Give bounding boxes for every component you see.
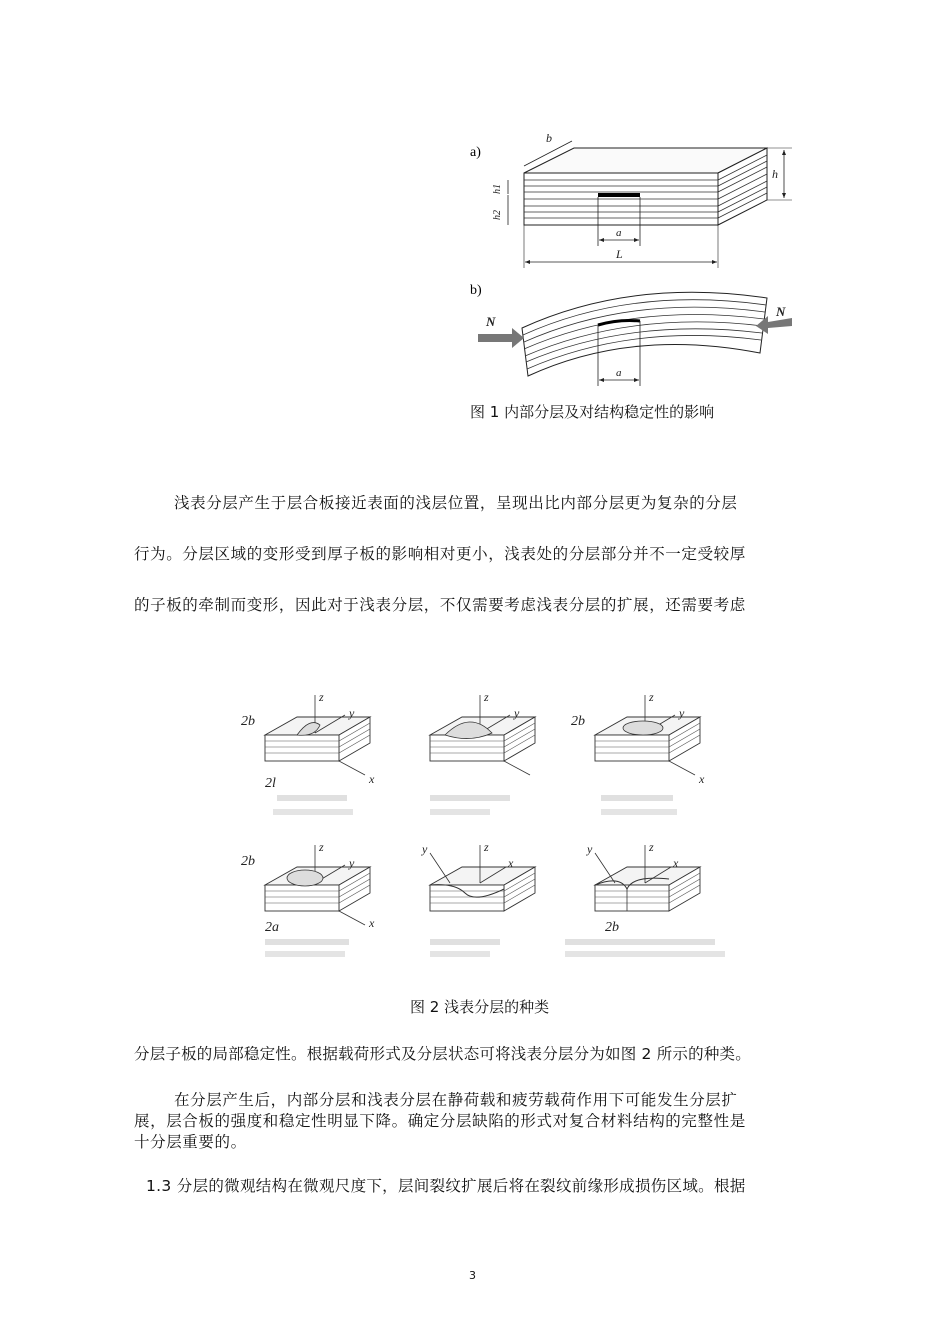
panel-6-z-label: z — [649, 840, 654, 854]
front-laminae — [524, 180, 718, 218]
panel-3-z-label: z — [649, 690, 654, 704]
panel-6-y-label: y — [587, 842, 593, 856]
paragraph-3-line-3: 十分层重要的。 — [134, 1133, 247, 1151]
paragraph-1-line-3: 的子板的牵制而变形，因此对于浅表分层，不仅需要考虑浅表分层的扩展，还需要考虑 — [134, 596, 746, 614]
dim-h1-label: h1 — [492, 184, 503, 194]
figure-2-panel-1 — [241, 690, 375, 815]
figure-1a-label: a) — [470, 145, 481, 160]
figure-2-panel-6 — [565, 840, 725, 957]
panel-5-x-label: x — [508, 856, 514, 870]
panel-3-y-label: y — [679, 706, 685, 720]
dim-b-label: b — [546, 131, 552, 145]
delamination-crack — [598, 193, 640, 197]
load-N-right-label: N — [776, 304, 786, 319]
figure-2-panel-3 — [571, 690, 705, 815]
panel-6-x-label: x — [673, 856, 679, 870]
panel-1-x-label: x — [369, 772, 375, 786]
paragraph-1-line-2: 行为。分层区域的变形受到厚子板的影响相对更小，浅表处的分层部分并不一定受较厚 — [134, 545, 746, 563]
paragraph-3-line-1: 在分层产生后，内部分层和浅表分层在静荷载和疲劳载荷作用下可能发生分层扩 — [174, 1091, 738, 1109]
figure-2-caption: 图 2 浅表分层的种类 — [410, 998, 550, 1016]
panel-4-z-label: z — [319, 840, 324, 854]
panel-3-x-label: x — [699, 772, 705, 786]
panel-4-length-label: 2a — [265, 920, 279, 935]
dim-L-label: L — [616, 247, 623, 261]
section-1-3-line-1: 1.3 分层的微观结构在微观尺度下，层间裂纹扩展后将在裂纹前缘形成损伤区域。根据 — [146, 1177, 746, 1195]
figure-1 — [462, 128, 792, 393]
panel-1-length-label: 2l — [265, 776, 276, 791]
panel-4-y-label: y — [349, 856, 355, 870]
panel-4-x-label: x — [369, 916, 375, 930]
figure-2-panel-4 — [241, 840, 375, 957]
panel-1-width-label: 2b — [241, 714, 255, 729]
dim-h2-label: h2 — [492, 210, 503, 220]
panel-3-width-label: 2b — [571, 714, 585, 729]
dim-a-bent-label: a — [616, 367, 622, 379]
bent-laminate — [522, 292, 767, 376]
paragraph-3-line-2: 展，层合板的强度和稳定性明显下降。确定分层缺陷的形式对复合材料结构的完整性是 — [134, 1112, 746, 1130]
load-arrow-left — [478, 328, 524, 348]
panel-4-width-label: 2b — [241, 854, 255, 869]
panel-4-blurred-caption — [265, 939, 349, 945]
panel-5-y-label: y — [422, 842, 428, 856]
figure-1-caption: 图 1 内部分层及对结构稳定性的影响 — [470, 403, 715, 421]
load-N-left-label: N — [486, 314, 496, 329]
paragraph-1-line-1: 浅表分层产生于层合板接近表面的浅层位置，呈现出比内部分层更为复杂的分层 — [174, 494, 738, 512]
panel-6-blurred-caption — [565, 939, 715, 945]
figure-2-panel-5 — [421, 840, 535, 957]
paragraph-2-line-1: 分层子板的局部稳定性。根据载荷形式及分层状态可将浅表分层分为如图 2 所示的种类。 — [134, 1045, 751, 1063]
dim-h-label: h — [772, 167, 778, 181]
panel-5-blurred-caption — [430, 939, 500, 945]
panel-6-length-label: 2b — [605, 920, 619, 935]
panel-2-blurred-caption — [430, 795, 510, 801]
dim-a-label: a — [616, 227, 622, 239]
page-number: 3 — [469, 1269, 476, 1282]
panel-5-z-label: z — [484, 840, 489, 854]
panel-3-blurred-caption — [601, 795, 673, 801]
panel-2-z-label: z — [484, 690, 489, 704]
panel-1-blurred-caption — [277, 795, 347, 801]
panel-1-z-label: z — [319, 690, 324, 704]
panel-1-y-label: y — [349, 706, 355, 720]
figure-2-panel-2 — [430, 690, 535, 815]
panel-2-y-label: y — [514, 706, 520, 720]
figure-1b-label: b) — [470, 283, 482, 298]
figure-2 — [225, 685, 735, 977]
